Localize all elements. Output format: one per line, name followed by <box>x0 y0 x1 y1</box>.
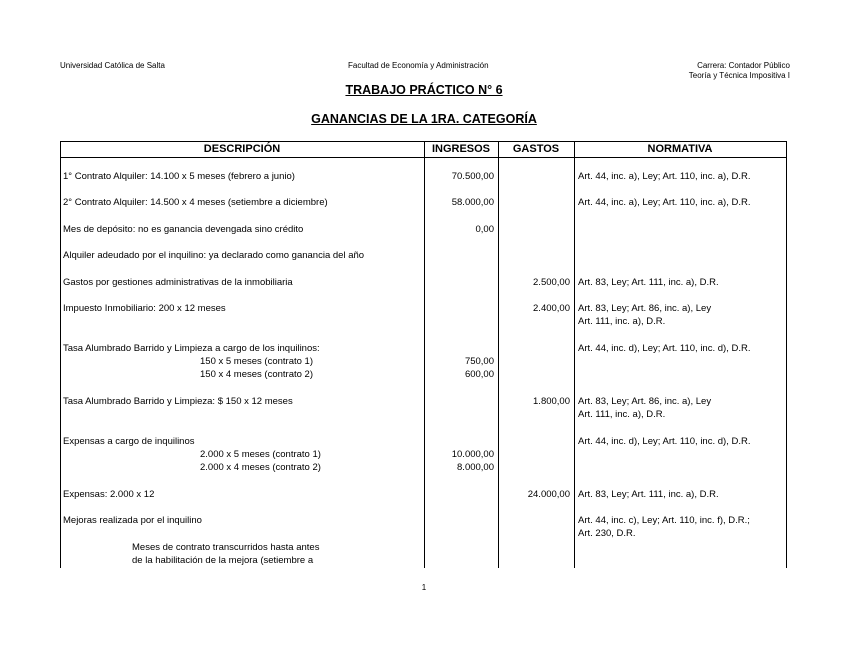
row-desc: Expensas a cargo de inquilinos <box>63 436 195 447</box>
row-normativa: Art. 44, inc. d), Ley; Art. 110, inc. d), D.R. <box>578 436 751 447</box>
row-normativa: Art. 44, inc. c), Ley; Art. 110, inc. f), D.R.; <box>578 515 750 526</box>
row-normativa: Art. 44, inc. a), Ley; Art. 110, inc. a), D.R. <box>578 171 751 182</box>
ganancias-table <box>60 141 787 568</box>
row-desc: Alquiler adeudado por el inquilino: ya declarado como ganancia del año <box>63 250 365 261</box>
header-career-line1: Carrera: Contador Público <box>697 61 790 70</box>
row-normativa: Art. 44, inc. a), Ley; Art. 110, inc. a), D.R. <box>578 197 751 208</box>
row-ingresos: 58.000,00 <box>451 197 494 208</box>
row-sub-desc: 2.000 x 5 meses (contrato 1) <box>200 449 321 460</box>
table-right-border <box>786 141 787 568</box>
row-sub-desc: 2.000 x 4 meses (contrato 2) <box>200 462 321 473</box>
row-ingresos: 70.500,00 <box>451 171 494 182</box>
row-gastos: 1.800,00 <box>533 396 570 407</box>
page-number: 1 <box>421 583 427 592</box>
row-desc: 1° Contrato Alquiler: 14.100 x 5 meses (febrero a junio) <box>63 171 295 182</box>
row-sub-ingresos: 600,00 <box>464 369 494 380</box>
row-desc: Tasa Alumbrado Barrido y Limpieza a cargo de los inquilinos: <box>63 343 320 354</box>
row-normativa: Art. 111, inc. a), D.R. <box>578 316 666 327</box>
row-sub-desc: 150 x 4 meses (contrato 2) <box>200 369 313 380</box>
row-sub-ingresos: 750,00 <box>464 356 494 367</box>
header-career-line2: Teoría y Técnica Impositiva I <box>688 71 790 80</box>
col-divider-2 <box>498 141 499 568</box>
row-normativa: Art. 83, Ley; Art. 111, inc. a), D.R. <box>578 277 719 288</box>
row-gastos: 24.000,00 <box>527 489 570 500</box>
row-sub-desc: 150 x 5 meses (contrato 1) <box>200 356 313 367</box>
row-ingresos: 0,00 <box>475 224 494 235</box>
row-normativa: Art. 83, Ley; Art. 111, inc. a), D.R. <box>578 489 719 500</box>
table-left-border <box>60 141 61 568</box>
header-career <box>689 61 790 81</box>
row-desc: Mejoras realizada por el inquilino <box>63 515 202 526</box>
page-title: TRABAJO PRÁCTICO N° 6 <box>345 83 503 97</box>
row-desc: Tasa Alumbrado Barrido y Limpieza: $ 150 x 12 meses <box>63 396 293 407</box>
note-line: de la habilitación de la mejora (setiembre a <box>132 555 314 566</box>
page-subtitle: GANANCIAS DE LA 1RA. CATEGORÍA <box>311 112 537 126</box>
row-desc: Expensas: 2.000 x 12 <box>63 489 155 500</box>
note-line: Meses de contrato transcurridos hasta antes <box>132 542 320 553</box>
header-university: Universidad Católica de Salta <box>60 61 165 70</box>
row-normativa: Art. 230, D.R. <box>578 528 636 539</box>
row-sub-ingresos: 10.000,00 <box>451 449 494 460</box>
row-gastos: 2.500,00 <box>533 277 570 288</box>
header-ingresos: INGRESOS <box>431 143 491 155</box>
row-desc: Impuesto Inmobiliario: 200 x 12 meses <box>63 303 226 314</box>
row-desc: Mes de depósito: no es ganancia devengada sino crédito <box>63 224 304 235</box>
header-faculty: Facultad de Economía y Administración <box>348 61 489 70</box>
row-normativa: Art. 44, inc. d), Ley; Art. 110, inc. d), D.R. <box>578 343 751 354</box>
row-normativa: Art. 83, Ley; Art. 86, inc. a), Ley <box>578 303 712 314</box>
row-normativa: Art. 83, Ley; Art. 86, inc. a), Ley <box>578 396 712 407</box>
col-divider-3 <box>574 141 575 568</box>
row-gastos: 2.400,00 <box>533 303 570 314</box>
header-gastos: GASTOS <box>512 143 560 155</box>
row-desc: 2° Contrato Alquiler: 14.500 x 4 meses (setiembre a diciembre) <box>63 197 328 208</box>
row-normativa: Art. 111, inc. a), D.R. <box>578 409 666 420</box>
header-normativa: NORMATIVA <box>647 143 713 155</box>
row-sub-ingresos: 8.000,00 <box>457 462 494 473</box>
row-desc: Gastos por gestiones administrativas de la inmobiliaria <box>63 277 293 288</box>
header-descripcion: DESCRIPCIÓN <box>203 143 281 155</box>
